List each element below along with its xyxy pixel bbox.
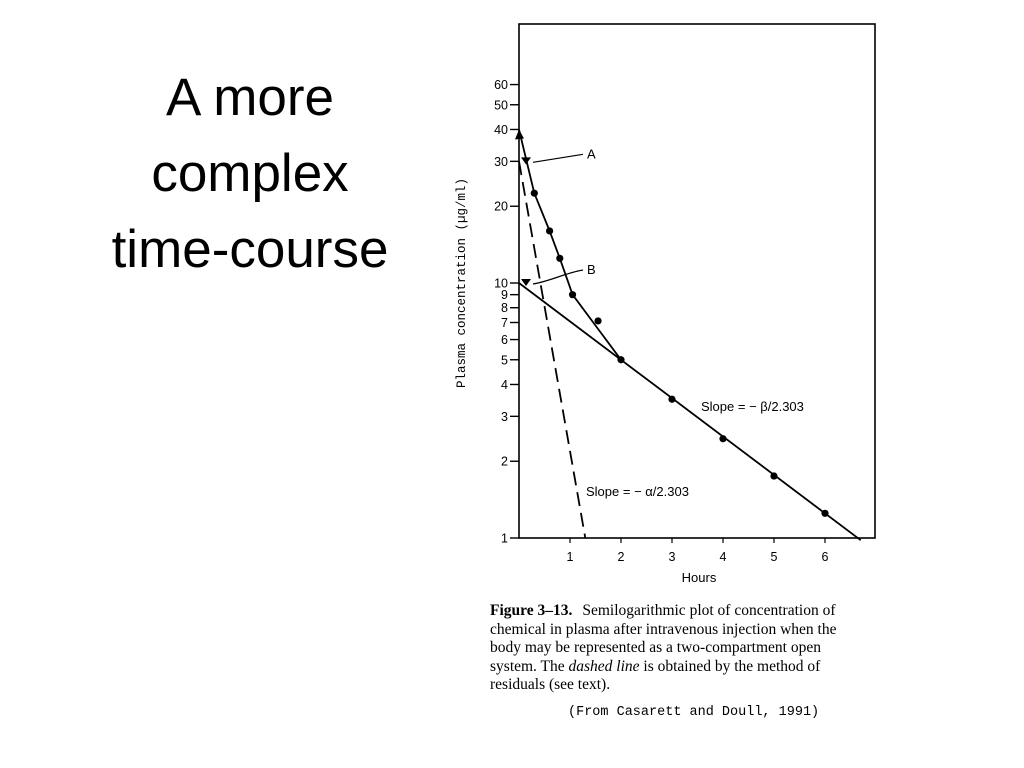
y-tick-label: 5 — [501, 353, 508, 368]
x-tick-label: 2 — [617, 550, 625, 564]
data-point — [617, 356, 624, 363]
caption-text-1: Semilogarithmic plot of concentration of chemical in plasma after intravenous injection when the body may be represented as a two-compartment open system. The — [490, 602, 837, 675]
x-axis-label: Hours — [681, 570, 717, 585]
x-tick-label: 4 — [719, 550, 727, 564]
arrowhead — [515, 129, 524, 139]
y-tick-label: 1 — [501, 531, 508, 546]
data-point — [546, 227, 553, 234]
y-tick-label: 8 — [501, 301, 508, 316]
semilog-chart — [440, 10, 890, 590]
x-axis-ticks — [567, 538, 829, 564]
y-tick-label: 10 — [494, 276, 508, 291]
figure-caption — [490, 602, 870, 695]
data-points — [531, 190, 829, 517]
y-tick-label: 20 — [494, 199, 508, 214]
data-point — [531, 190, 538, 197]
slide-title-line-1: A more — [166, 68, 334, 127]
y-tick-label: 2 — [501, 454, 508, 469]
series-line-0 — [519, 283, 861, 540]
annotation-leader — [533, 270, 583, 284]
data-point — [556, 255, 563, 262]
annotation-label: B — [587, 262, 596, 277]
caption-italic: dashed line — [568, 657, 640, 675]
annotation-leader — [533, 154, 583, 162]
y-tick-label: 9 — [501, 288, 508, 303]
y-tick-label: 30 — [494, 154, 508, 169]
figure-credit: (From Casarett and Doull, 1991) — [568, 705, 820, 720]
y-tick-label: 4 — [501, 377, 508, 392]
data-point — [668, 396, 675, 403]
y-tick-label: 50 — [494, 98, 508, 113]
x-tick-label: 5 — [770, 550, 778, 564]
y-tick-label: 7 — [501, 316, 508, 330]
data-point — [569, 291, 576, 298]
data-point — [594, 317, 601, 324]
alpha-slope-label: Slope = − α/2.303 — [586, 484, 689, 499]
y-tick-label: 6 — [501, 333, 508, 348]
caption-text-2: is obtained by the method of residuals (see text). — [490, 657, 821, 693]
intercept-marker — [521, 157, 531, 164]
y-tick-label: 40 — [494, 122, 508, 137]
annotation-label: A — [587, 146, 596, 162]
beta-slope-label: Slope = − β/2.303 — [701, 399, 804, 414]
data-point — [719, 435, 726, 442]
series-lines — [519, 130, 861, 541]
slide-title-line-3: time-course — [111, 220, 389, 279]
slide-title-line-2: complex — [151, 144, 349, 203]
y-axis-ticks — [494, 78, 519, 545]
data-point — [770, 472, 777, 479]
x-tick-label: 3 — [668, 550, 676, 564]
y-tick-label: 60 — [494, 78, 508, 93]
data-point — [821, 510, 828, 517]
figure-label: Figure 3–13. — [490, 602, 573, 619]
slide-title — [60, 60, 440, 288]
y-tick-label: 3 — [501, 409, 508, 424]
x-tick-label: 1 — [566, 550, 574, 564]
x-tick-label: 6 — [821, 550, 829, 564]
series-line-1 — [519, 161, 585, 538]
y-axis-label: Plasma concentration (µg/ml) — [455, 177, 469, 389]
